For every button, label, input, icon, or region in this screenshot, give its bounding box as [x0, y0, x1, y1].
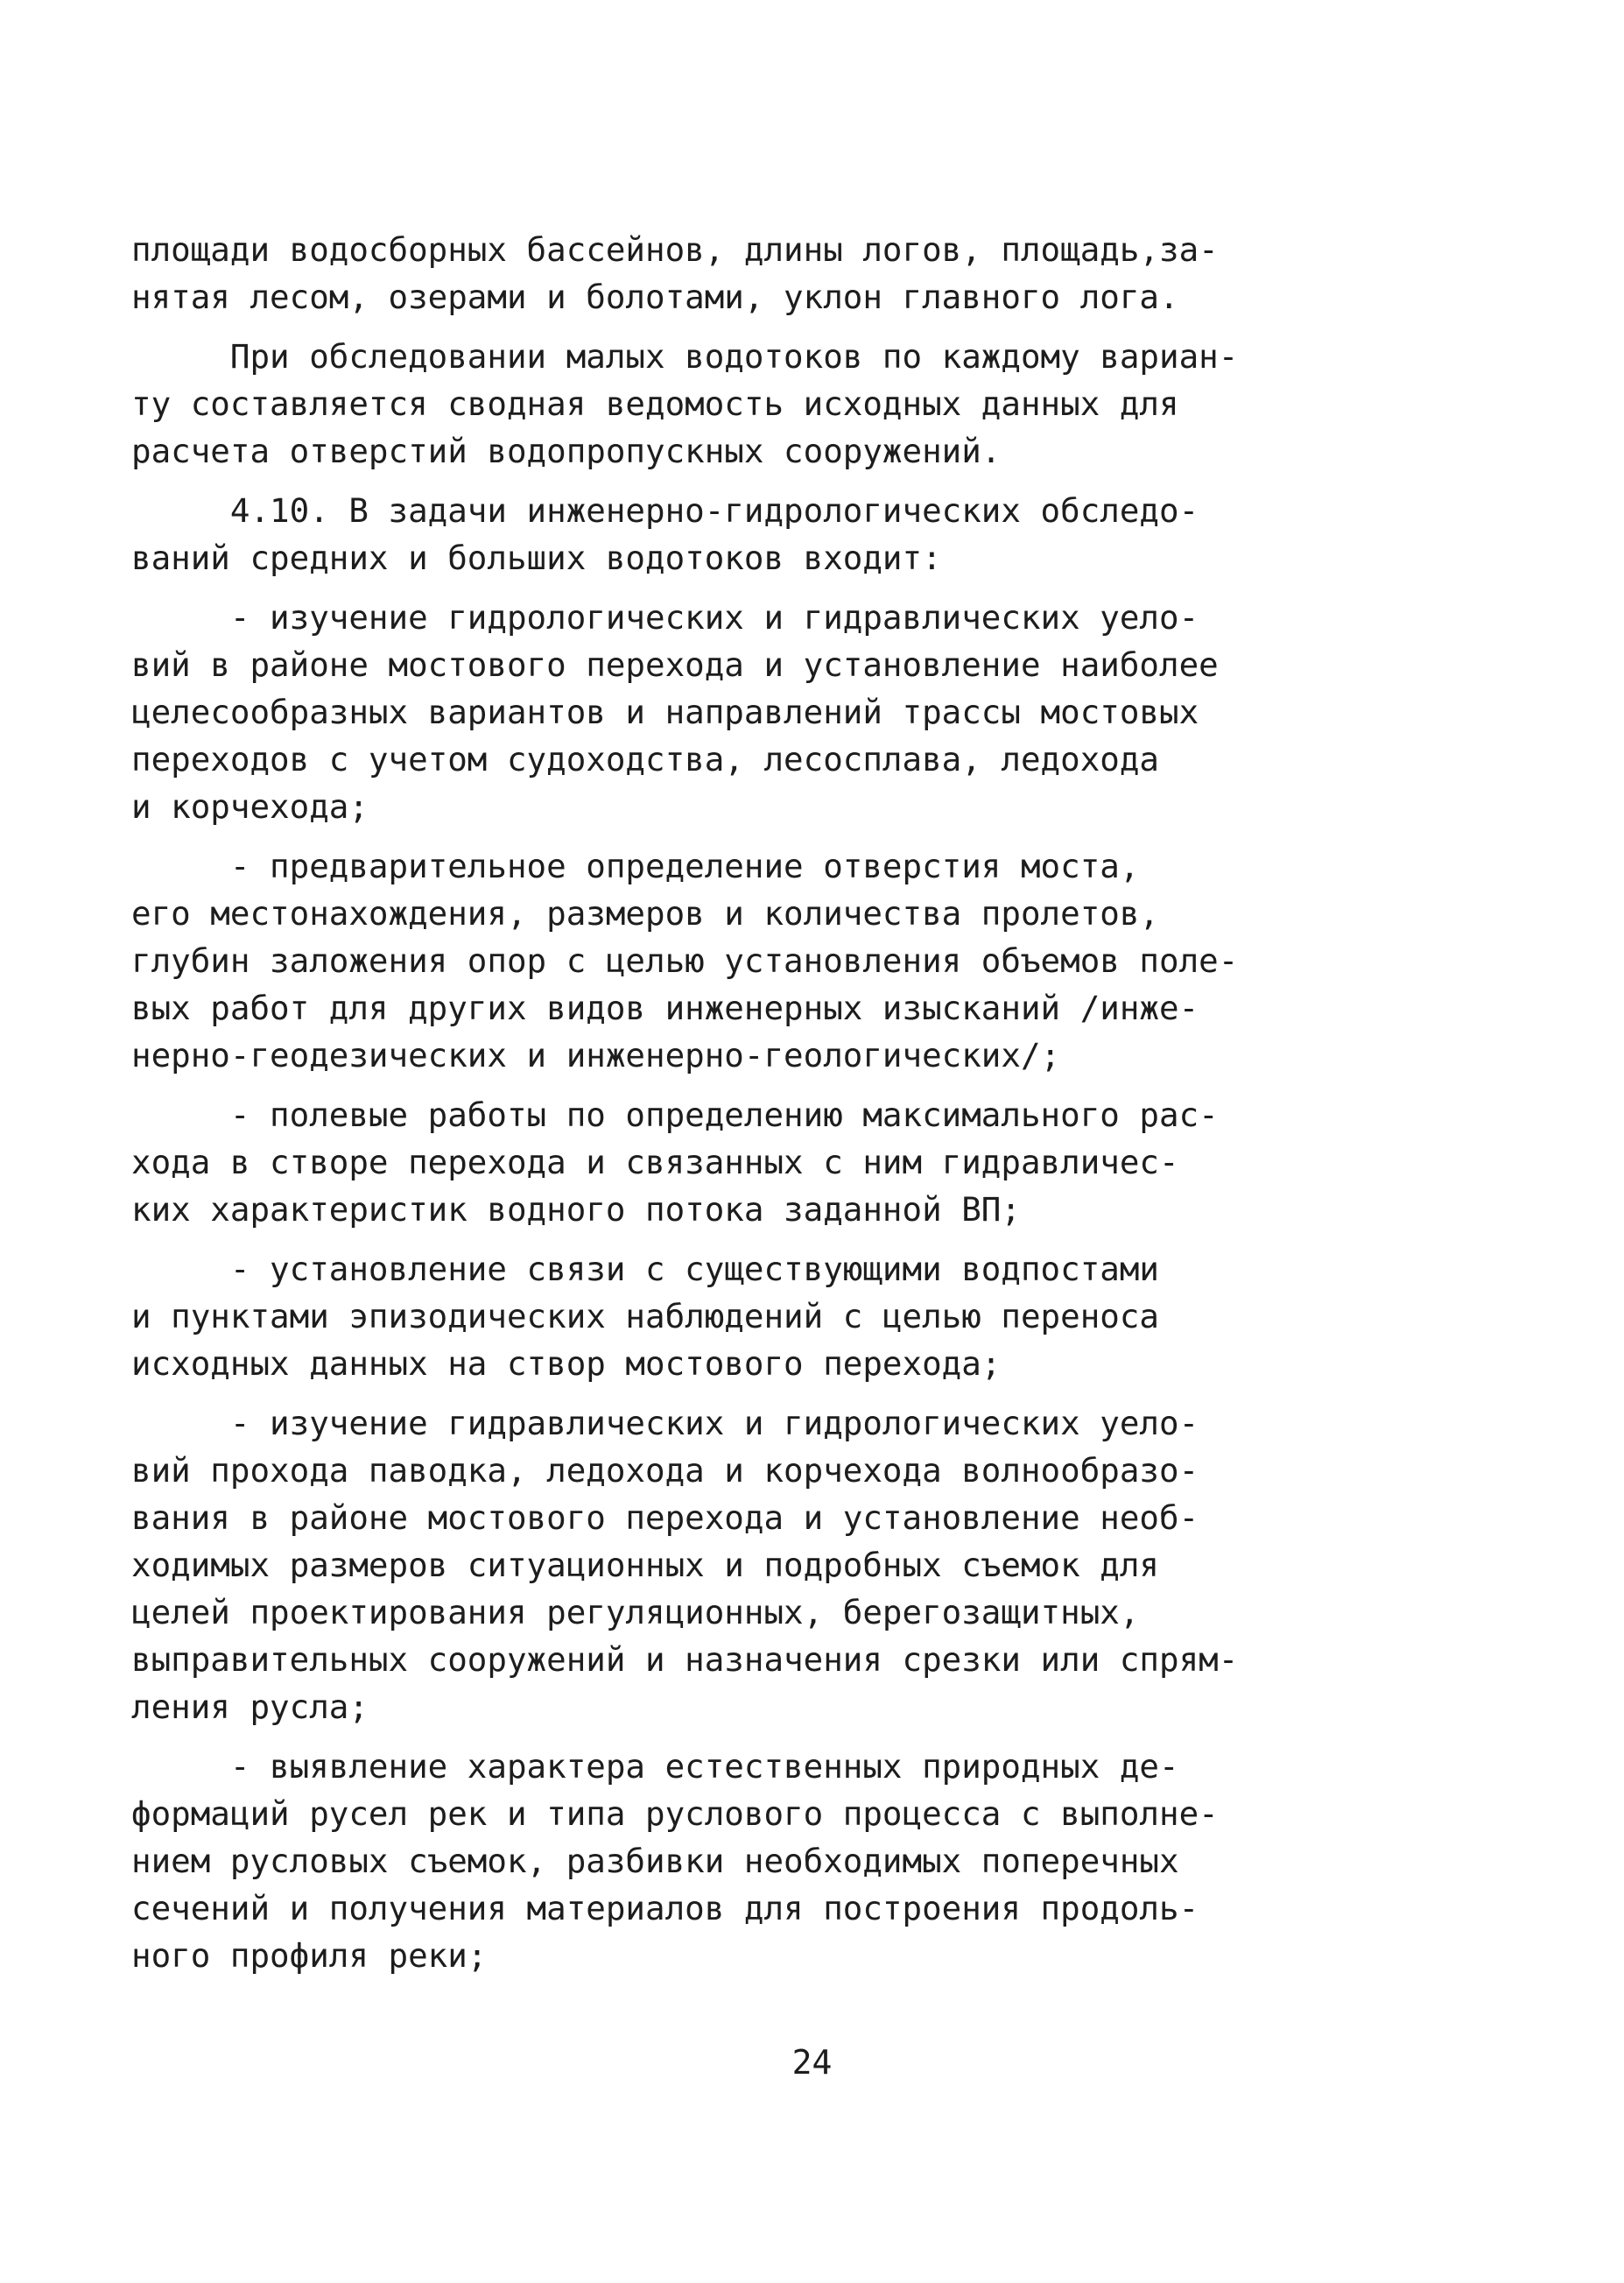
- text-line: ного профиля реки;: [131, 1936, 488, 1975]
- text-line: ваний средних и больших водотоков входит:: [131, 539, 942, 577]
- text-line: переходов с учетом судоходства, лесосплава, ледохода: [131, 740, 1159, 779]
- text-line: ту составляется сводная ведомость исходных данных для: [131, 384, 1179, 423]
- paragraph: [131, 1743, 1278, 1979]
- text-line: нием русловых съемок, разбивки необходимых поперечных: [131, 1842, 1179, 1880]
- text-line: нятая лесом, озерами и болотами, уклон главного лога.: [131, 278, 1179, 316]
- text-line: глубин заложения опор с целью установления объемов поле-: [131, 941, 1239, 980]
- paragraph: [131, 842, 1278, 1079]
- text-line: ходимых размеров ситуационных и подробных съемок для: [131, 1546, 1159, 1584]
- page-number: 24: [791, 2043, 833, 2082]
- document-body: [131, 226, 1278, 1991]
- text-line: исходных данных на створ мостового перехода;: [131, 1344, 1002, 1383]
- text-line: - изучение гидрологических и гидравлических уело-: [131, 598, 1199, 637]
- paragraph: [131, 1399, 1278, 1730]
- text-line: - выявление характера естественных природных де-: [131, 1747, 1179, 1786]
- text-line: сечений и получения материалов для построения продоль-: [131, 1889, 1199, 1927]
- text-line: и корчехода;: [131, 787, 369, 826]
- text-line: его местонахождения, размеров и количества пролетов,: [131, 894, 1159, 933]
- paragraph: [131, 1245, 1278, 1387]
- text-line: площади водосборных бассейнов, длины логов, площадь,за-: [131, 230, 1219, 269]
- text-line: ких характеристик водного потока заданной ВП;: [131, 1190, 1021, 1229]
- text-line: вий в районе мостового перехода и установление наиболее: [131, 645, 1219, 684]
- text-line: При обследовании малых водотоков по каждому вариан-: [131, 337, 1239, 376]
- text-line: формаций русел рек и типа руслового процесса с выполне-: [131, 1794, 1219, 1833]
- text-line: - предварительное определение отверстия моста,: [131, 847, 1140, 885]
- text-line: вых работ для других видов инженерных изысканий /инже-: [131, 989, 1199, 1027]
- text-line: - установление связи с существующими водпостами: [131, 1250, 1159, 1288]
- paragraph: [131, 333, 1278, 475]
- paragraph: [131, 226, 1278, 321]
- paragraph: [131, 594, 1278, 830]
- text-line: вания в районе мостового перехода и установление необ-: [131, 1498, 1199, 1537]
- paragraph: [131, 487, 1278, 581]
- text-line: целесообразных вариантов и направлений трассы мостовых: [131, 693, 1199, 731]
- text-line: нерно-геодезических и инженерно-геологических/;: [131, 1036, 1061, 1075]
- text-line: целей проектирования регуляционных, берегозащитных,: [131, 1593, 1140, 1631]
- text-line: хода в створе перехода и связанных с ним гидравличес-: [131, 1143, 1179, 1181]
- text-line: ления русла;: [131, 1688, 369, 1726]
- text-line: и пунктами эпизодических наблюдений с целью переноса: [131, 1297, 1159, 1335]
- text-line: 4.10. В задачи инженерно-гидрологических обследо-: [131, 491, 1199, 530]
- text-line: - полевые работы по определению максимального рас-: [131, 1096, 1219, 1134]
- text-line: вий прохода паводка, ледохода и корчехода волнообразо-: [131, 1451, 1199, 1490]
- paragraph: [131, 1091, 1278, 1233]
- text-line: расчета отверстий водопропускных сооружений.: [131, 432, 1002, 470]
- text-line: выправительных сооружений и назначения срезки или спрям-: [131, 1640, 1239, 1679]
- text-line: - изучение гидравлических и гидрологических уело-: [131, 1404, 1199, 1442]
